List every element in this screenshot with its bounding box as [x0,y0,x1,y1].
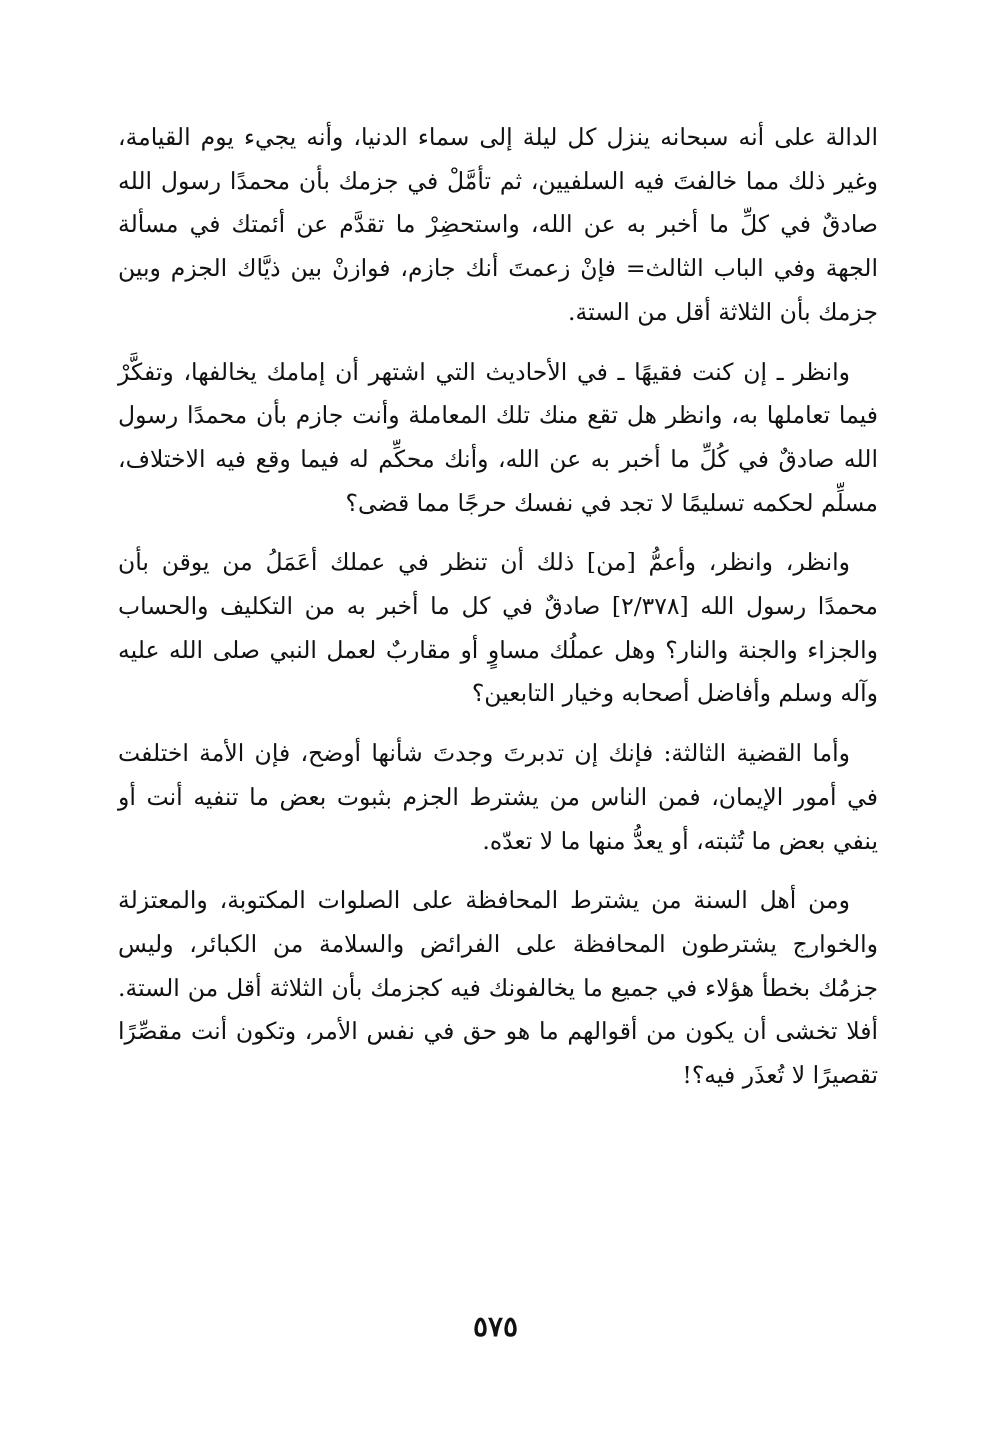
paragraph-1 [118,116,878,335]
body-text [118,116,878,1098]
paragraph-1-text: الدالة على أنه سبحانه ينزل كل ليلة إلى سماء الدنيا، وأنه يجيء يوم القيامة، وغير ذلك مما خالفتَ فيه السلفيين، ثم تأمَّلْ في جزمك بأن محمدًا رسول الله صادقٌ في كلِّ ما أخبر به عن الله، واستحضِرْ ما تقدَّم عن أئمتك في مسألة الجهة وفي الباب الثالث= فإنْ زعمتَ أنك جازم، فوازنْ بين ذيَّاك الجزم وبين جزمك بأن الثلاثة أقل من الستة. [118,123,878,326]
paragraph-5-text: ومن أهل السنة من يشترط المحافظة على الصلوات المكتوبة، والمعتزلة والخوارج يشترطون المحافظة على الفرائض والسلامة من الكبائر، وليس جزمُك بخطأ هؤلاء في جميع ما يخالفونك فيه كجزمك بأن الثلاثة أقل من الستة. أفلا تخشى أن يكون من أقوالهم ما هو حق في نفس الأمر، وتكون أنت مقصِّرًا تقصيرًا لا تُعذَر فيه؟! [118,886,879,1090]
paragraph-2 [118,351,878,526]
paragraph-2-text: وانظر ـ إن كنت فقيهًا ـ في الأحاديث التي اشتهر أن إمامك يخالفها، وتفكَّرْ فيما تعاملها به، وانظر هل تقع منك تلك المعاملة وأنت جازم بأن محمدًا رسول الله صادقٌ في كُلِّ ما أخبر به عن الله، وأنك محكِّم له فيما وقع فيه الاختلاف، مسلِّم لحكمه تسليمًا لا تجد في نفسك حرجًا مما قضى؟ [118,357,878,517]
paragraph-3 [118,541,878,716]
paragraph-5 [118,879,878,1098]
paragraph-4-text: وأما القضية الثالثة: فإنك إن تدبرتَ وجدتَ شأنها أوضح، فإن الأمة اختلفت في أمور الإيمان، فمن الناس من يشترط الجزم بثبوت بعض ما تنفيه أنت أو ينفي بعض ما تُثبته، أو يعدُّ منها ما لا تعدّه. [118,739,878,855]
page-number: ٥٧٥ [472,1310,519,1343]
paragraph-3-text: وانظر، وانظر، وأعمُّ [من] ذلك أن تنظر في عملك أعَمَلُ من يوقن بأن محمدًا رسول الله [٢/٣٧٨] صادقٌ في كل ما أخبر به من التكليف والحساب والجزاء والجنة والنار؟ وهل عملُك مساوٍ أو مقاربٌ لعمل النبي صلى الله عليه وآله وسلم وأفاضل أصحابه وخيار التابعين؟ [118,548,879,708]
paragraph-4 [118,732,878,863]
